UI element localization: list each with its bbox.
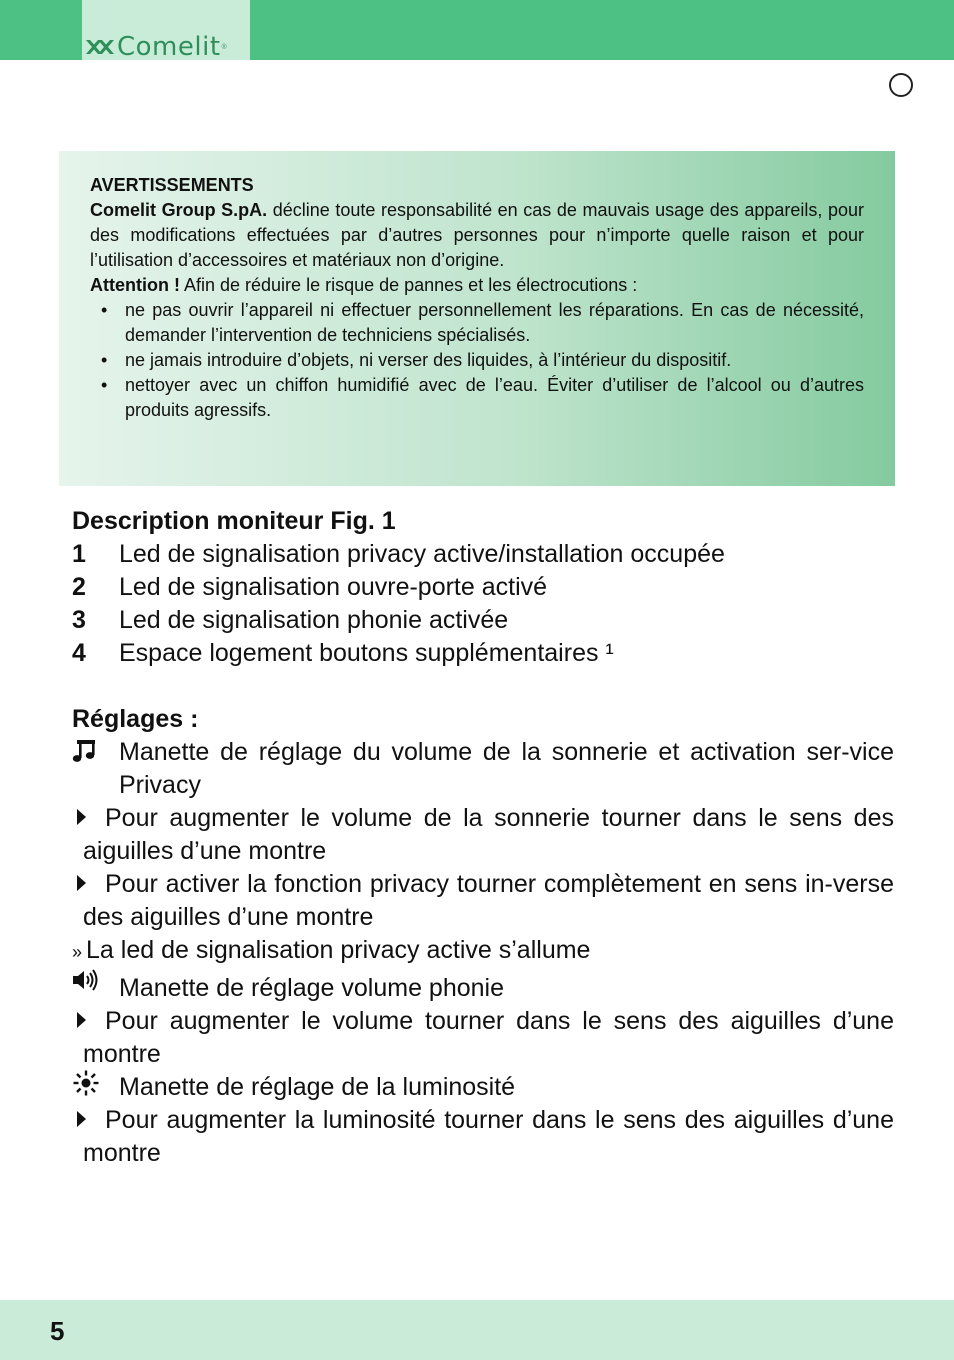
description-item xyxy=(72,604,894,637)
description-item xyxy=(72,538,894,571)
spacer xyxy=(72,670,894,703)
warning-company: Comelit Group S.pA. xyxy=(90,200,268,220)
bullet-dot: • xyxy=(101,350,108,370)
description-item xyxy=(72,571,894,604)
warning-bullet-list xyxy=(90,298,864,423)
warning-bullet-text: nettoyer avec un chiffon humidifié avec de l’eau. Éviter d’utiliser de l’alcool ou d’autres produits agressifs. xyxy=(125,375,864,420)
brightness-setting-text: Manette de réglage de la luminosité xyxy=(119,1073,516,1101)
ringtone-step xyxy=(72,802,894,868)
warning-disclaimer-text: décline toute responsabilité en cas de mauvais usage des appareils, pour des modifications effectuées par d’autres personnes pour n’importe quelle raison et pour l’utilisation d’accessoires et matériaux non d’origine. xyxy=(90,200,864,270)
warning-bullet xyxy=(90,298,864,348)
comelit-logo xyxy=(84,34,227,60)
ringtone-setting xyxy=(72,736,894,802)
bullet-dot: • xyxy=(101,300,108,320)
privacy-result xyxy=(72,934,894,969)
item-number: 1 xyxy=(72,540,86,568)
comelit-logo-mark-icon xyxy=(84,34,116,60)
privacy-step xyxy=(72,868,894,934)
warning-attention-label: Attention ! xyxy=(90,275,180,295)
brightness-sun-icon xyxy=(72,1069,100,1106)
item-text: Led de signalisation phonie activée xyxy=(119,606,509,634)
warning-title: AVERTISSEMENTS xyxy=(90,175,254,195)
privacy-step-text: Pour activer la fonction privacy tourner complètement en sens in-verse des aiguilles d’une montre xyxy=(83,870,894,931)
warning-attention-text: Afin de réduire le risque de pannes et les électrocutions : xyxy=(179,275,638,295)
music-note-icon xyxy=(72,738,98,773)
main-content xyxy=(72,505,894,1170)
phonic-setting-text: Manette de réglage volume phonie xyxy=(119,974,504,1002)
logo-text: Comelit xyxy=(117,32,221,62)
phonic-step-text: Pour augmenter le volume tourner dans le sens des aiguilles d’une montre xyxy=(83,1007,894,1068)
item-text: Led de signalisation privacy active/installation occupée xyxy=(119,540,725,568)
arrow-right-icon xyxy=(77,809,86,825)
warning-attention xyxy=(90,273,864,298)
item-text: Espace logement boutons supplémentaires ¹ xyxy=(119,639,614,667)
logo-registered-mark: ® xyxy=(221,43,227,51)
item-number: 4 xyxy=(72,639,86,667)
ringtone-step-text: Pour augmenter le volume de la sonnerie tourner dans le sens des aiguilles d’une montre xyxy=(83,804,894,865)
bullet-dot: • xyxy=(101,375,108,395)
warning-disclaimer xyxy=(90,198,864,273)
item-number: 2 xyxy=(72,573,86,601)
warning-bullet-text: ne pas ouvrir l’appareil ni effectuer personnellement les réparations. En cas de nécessité, demander l’intervention de techniciens spécialisés. xyxy=(125,300,864,345)
arrow-right-icon xyxy=(77,1012,86,1028)
settings-heading: Réglages : xyxy=(72,705,199,733)
footer-bar xyxy=(0,1300,954,1360)
warning-bullet xyxy=(90,348,864,373)
privacy-result-text: La led de signalisation privacy active s’allume xyxy=(86,936,591,964)
description-item xyxy=(72,637,894,670)
arrow-right-icon xyxy=(77,875,86,891)
language-marker-circle xyxy=(889,73,913,97)
ringtone-setting-text: Manette de réglage du volume de la sonnerie et activation ser-vice Privacy xyxy=(119,738,894,799)
description-heading: Description moniteur Fig. 1 xyxy=(72,507,396,535)
speaker-volume-icon xyxy=(72,966,102,1003)
item-text: Led de signalisation ouvre-porte activé xyxy=(119,573,548,601)
result-mark: » xyxy=(72,942,83,962)
warning-content xyxy=(90,173,864,423)
item-number: 3 xyxy=(72,606,86,634)
warning-box xyxy=(59,151,895,486)
brightness-step-text: Pour augmenter la luminosité tourner dans le sens des aiguilles d’une montre xyxy=(83,1106,894,1167)
warning-bullet xyxy=(90,373,864,423)
phonic-step xyxy=(72,1005,894,1071)
page-number: 5 xyxy=(50,1316,65,1346)
brightness-setting xyxy=(72,1071,894,1104)
brightness-step xyxy=(72,1104,894,1170)
warning-bullet-text: ne jamais introduire d’objets, ni verser des liquides, à l’intérieur du dispositif. xyxy=(125,350,732,370)
arrow-right-icon xyxy=(77,1111,86,1127)
phonic-setting xyxy=(72,972,894,1005)
